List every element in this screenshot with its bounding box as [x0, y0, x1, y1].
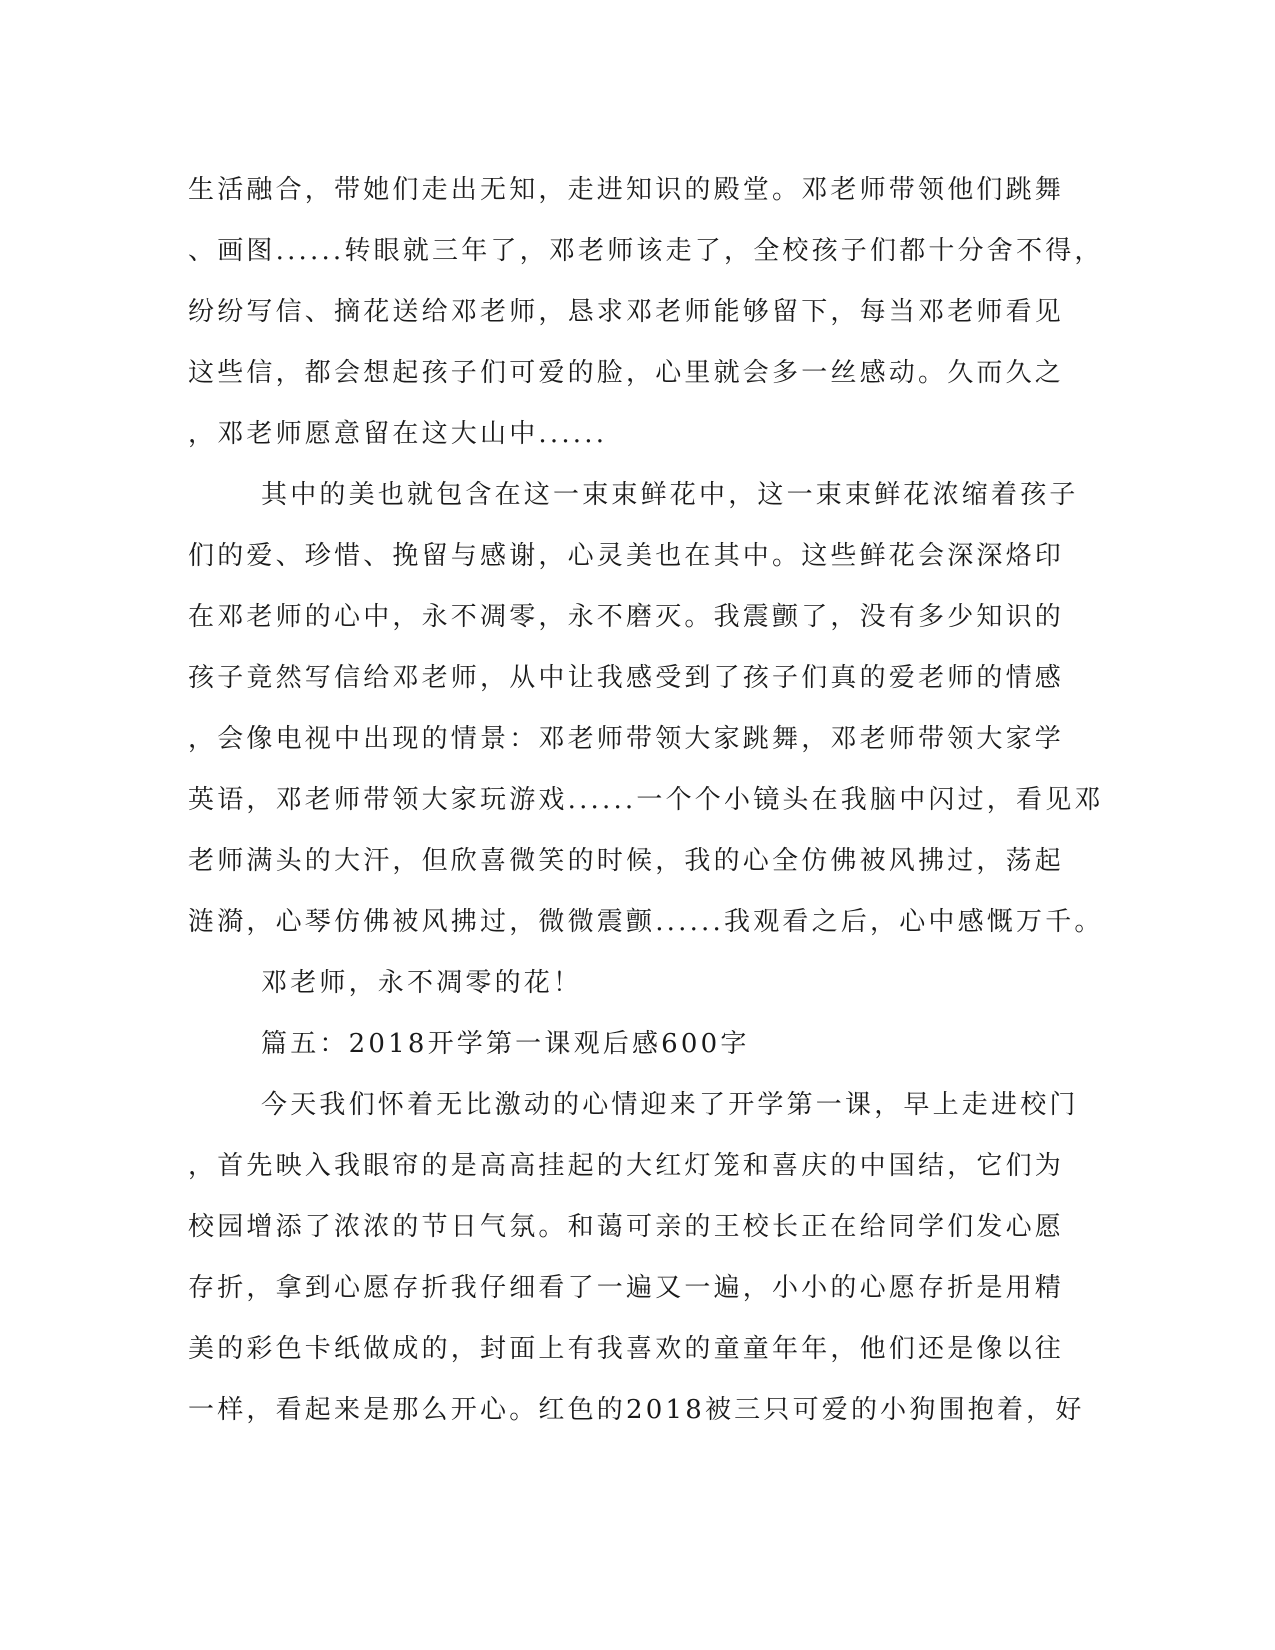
- text-line: ，邓老师愿意留在这大山中......: [188, 419, 608, 449]
- text-line: 纷纷写信、摘花送给邓老师，恳求邓老师能够留下，每当邓老师看见: [188, 297, 1065, 327]
- text-line: 老师满头的大汗，但欣喜微笑的时候，我的心全仿佛被风拂过，荡起: [188, 846, 1065, 876]
- paragraph-start-line: 今天我们怀着无比激动的心情迎来了开学第一课，早上走进校门: [261, 1090, 1079, 1120]
- text-line: 生活融合，带她们走出无知，走进知识的殿堂。邓老师带领他们跳舞: [188, 175, 1065, 205]
- text-line: 、画图......转眼就三年了，邓老师该走了，全校孩子们都十分舍不得，: [188, 236, 1104, 266]
- text-line: 孩子竟然写信给邓老师，从中让我感受到了孩子们真的爱老师的情感: [188, 663, 1065, 693]
- text-line: 英语，邓老师带领大家玩游戏......一个个小镜头在我脑中闪过，看见邓: [188, 785, 1104, 815]
- text-line: ，会像电视中出现的情景：邓老师带领大家跳舞，邓老师带领大家学: [188, 724, 1065, 754]
- paragraph-start-line: 邓老师，永不凋零的花！: [261, 968, 583, 998]
- text-line: 一样，看起来是那么开心。红色的2018被三只可爱的小狗围抱着，好: [188, 1395, 1085, 1425]
- text-line: 涟漪，心琴仿佛被风拂过，微微震颤......我观看之后，心中感慨万千。: [188, 907, 1104, 937]
- text-line: 这些信，都会想起孩子们可爱的脸，心里就会多一丝感动。久而久之: [188, 358, 1065, 388]
- paragraph-start-line: 其中的美也就包含在这一束束鲜花中，这一束束鲜花浓缩着孩子: [261, 480, 1079, 510]
- text-line: 存折，拿到心愿存折我仔细看了一遍又一遍，小小的心愿存折是用精: [188, 1273, 1065, 1303]
- body-text: [188, 160, 1104, 1441]
- text-line: 美的彩色卡纸做成的，封面上有我喜欢的童童年年，他们还是像以往: [188, 1334, 1065, 1364]
- text-line: 校园增添了浓浓的节日气氛。和蔼可亲的王校长正在给同学们发心愿: [188, 1212, 1065, 1242]
- text-line: 在邓老师的心中，永不凋零，永不磨灭。我震颤了，没有多少知识的: [188, 602, 1065, 632]
- text-line: 们的爱、珍惜、挽留与感谢，心灵美也在其中。这些鲜花会深深烙印: [188, 541, 1065, 571]
- text-line: ，首先映入我眼帘的是高高挂起的大红灯笼和喜庆的中国结，它们为: [188, 1151, 1065, 1181]
- section-heading: 篇五：2018开学第一课观后感600字: [261, 1029, 750, 1059]
